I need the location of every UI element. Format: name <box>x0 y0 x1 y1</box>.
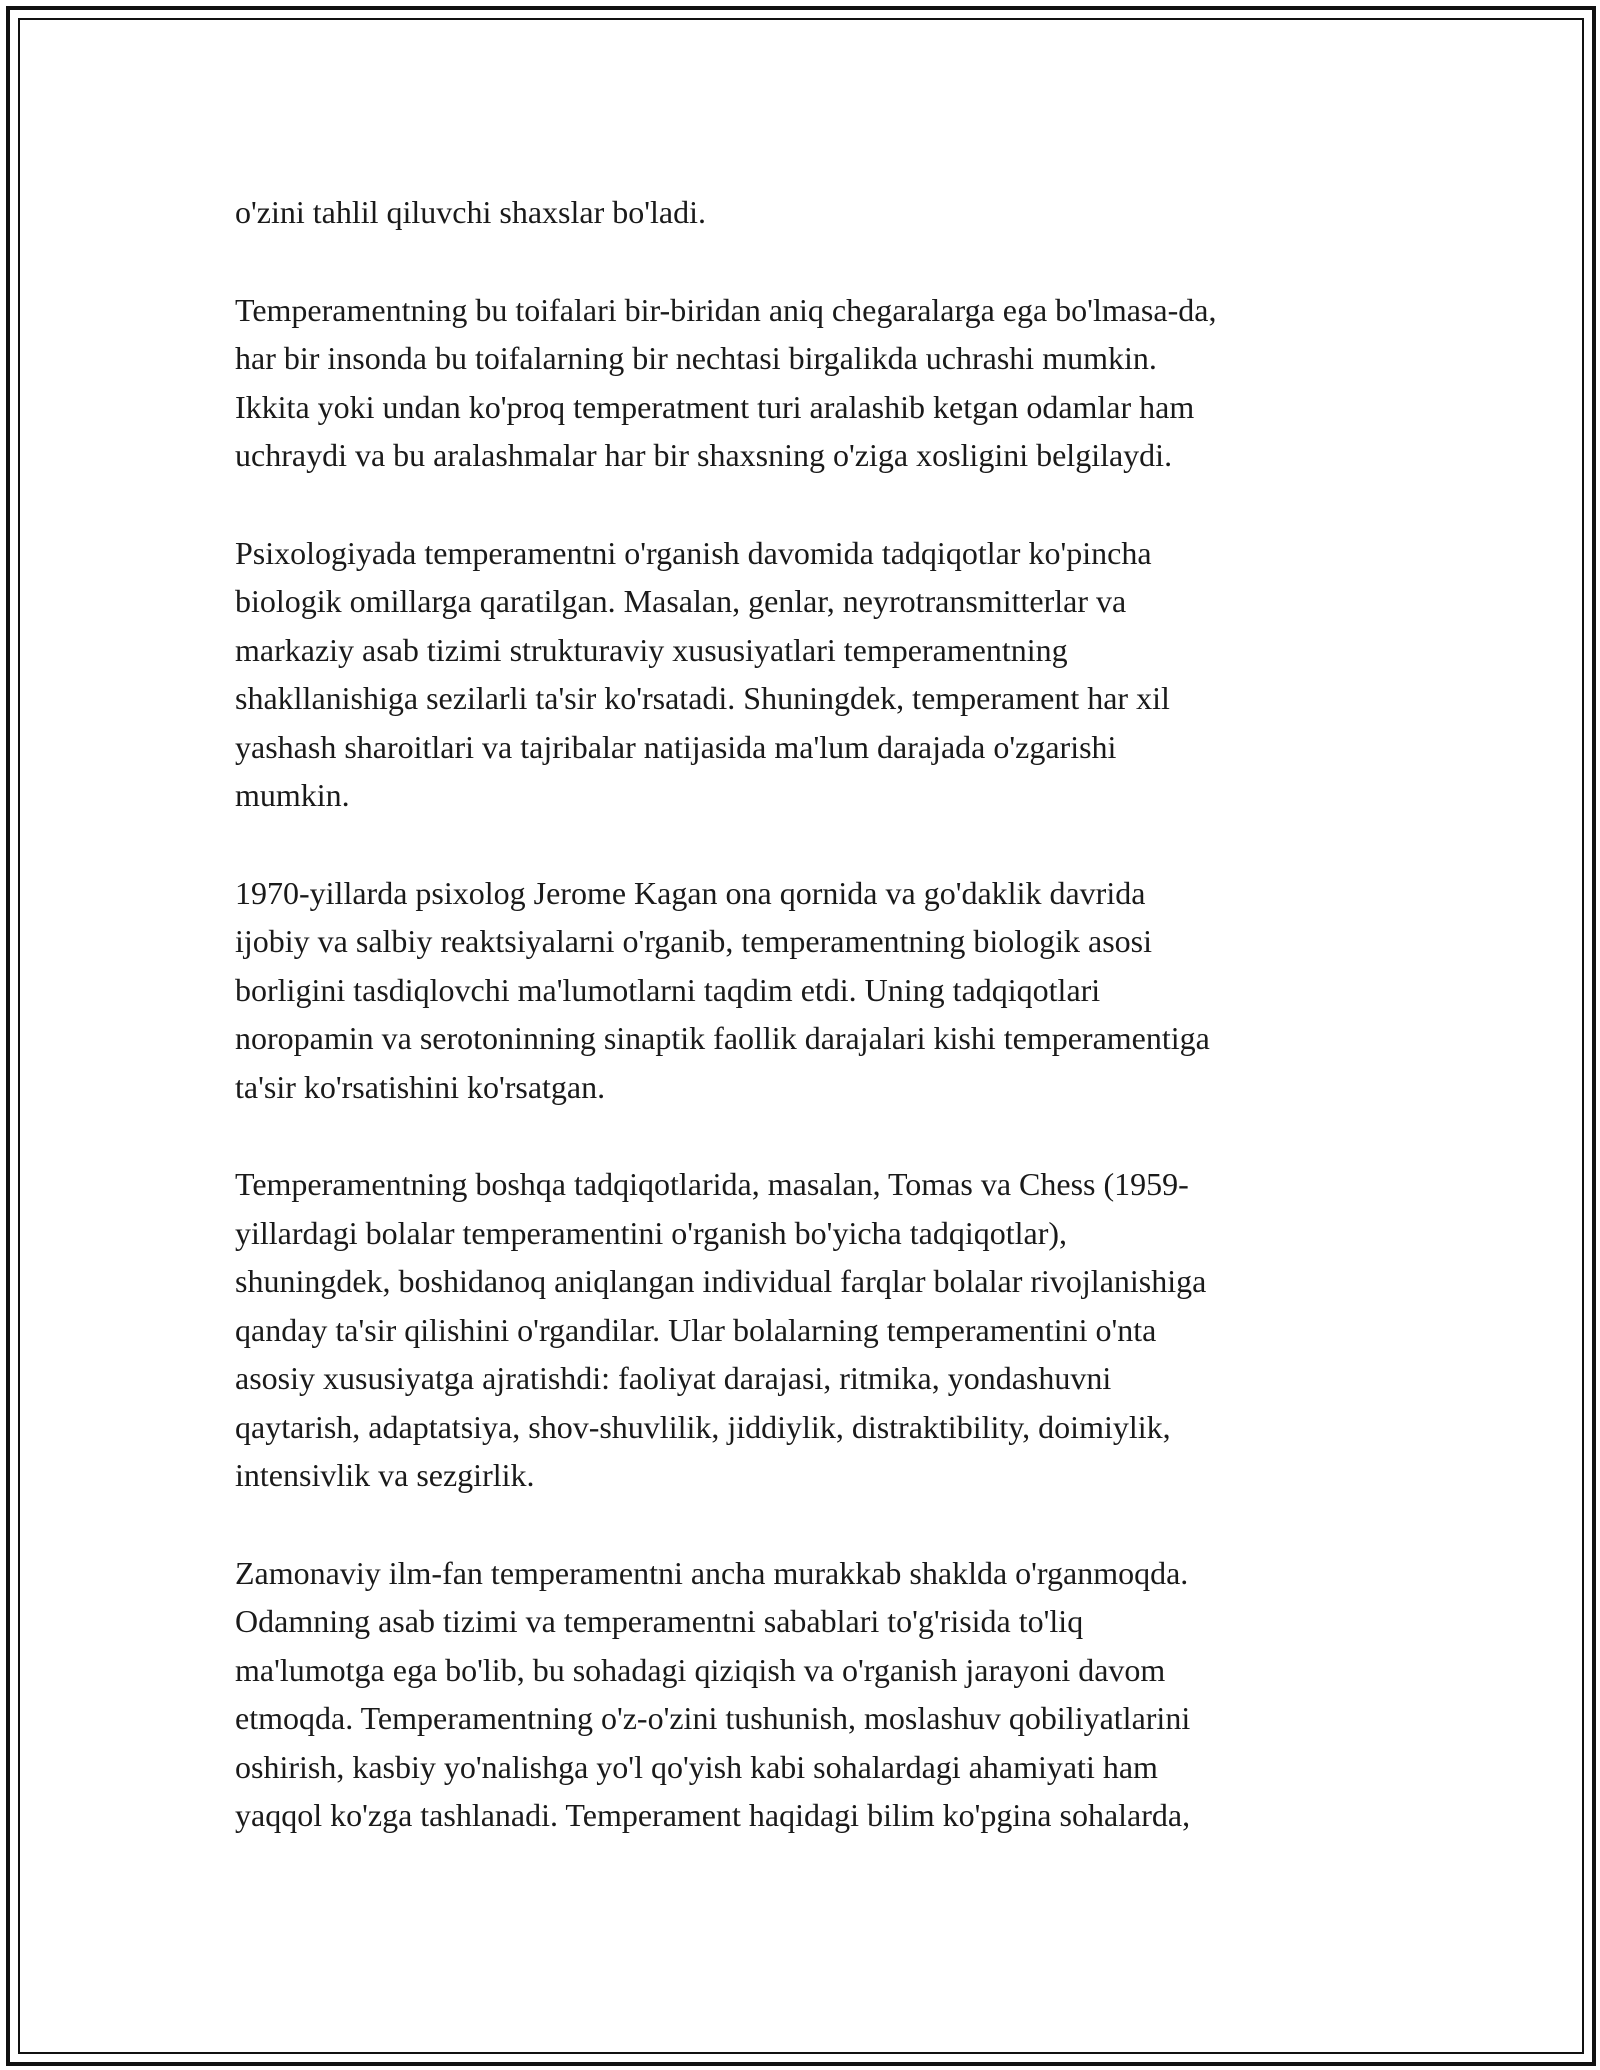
paragraph: Temperamentning bu toifalari bir-biridan aniq chegaralarga ega bo'lmasa-da, har bir insonda bu toifalarning bir nechtasi birgalikda uchrashi mumkin. Ikkita yoki undan ko'proq temperatment turi aralashib ketgan odamlar ham uchraydi va bu aralashmalar har bir shaxsning o'ziga xosligini belgilaydi. <box>235 291 1217 473</box>
paragraph: 1970-yillarda psixolog Jerome Kagan ona qornida va go'daklik davrida ijobiy va salbiy reaktsiyalarni o'rganib, temperamentning biologik asosi borligini tasdiqlovchi ma'lumotlarni taqdim etdi. Uning tadqiqotlari noropamin va serotoninning sinaptik faollik darajalari kishi temperamentiga ta'sir ko'rsatishini ko'rsatgan. <box>235 874 1210 1105</box>
paragraph: o'zini tahlil qiluvchi shaxslar bo'ladi. <box>235 194 706 230</box>
paragraph: Psixologiyada temperamentni o'rganish davomida tadqiqotlar ko'pincha biologik omillarga qaratilgan. Masalan, genlar, neyrotransmitterlar va markaziy asab tizimi strukturaviy xususiyatlari temperamentning shakllanishiga sezilarli ta'sir ko'rsatadi. Shuningdek, temperament har xil yashash sharoitlari va tajribalar natijasida ma'lum darajada o'zgarishi mumkin. <box>235 534 1170 813</box>
paragraph: Zamonaviy ilm-fan temperamentni ancha murakkab shaklda o'rganmoqda. Odamning asab tizimi va temperamentni sabablari to'g'risida to'liq ma'lumotga ega bo'lib, bu sohadagi qiziqish va o'rganish jarayoni davom etmoqda. Temperamentning o'z-o'zini tushunish, moslashuv qobiliyatlarini oshirish, kasbiy yo'nalishga yo'l qo'yish kabi sohalardagi ahamiyati ham yaqqol ko'zga tashlanadi. Temperament haqidagi bilim ko'pgina sohalarda, <box>235 1554 1191 1833</box>
paragraph: Temperamentning boshqa tadqiqotlarida, masalan, Tomas va Chess (1959- yillardagi bolalar temperamentini o'rganish bo'yicha tadqiqotlar), shuningdek, boshidanoq aniqlangan individual farqlar bolalar rivojlanishiga qanday ta'sir qilishini o'rgandilar. Ular bolalarning temperamentini o'nta asosiy xususiyatga ajratishdi: faoliyat darajasi, ritmika, yondashuvni qaytarish, adaptatsiya, shov-shuvlilik, jiddiylik, distraktibility, doimiylik, intensivlik va sezgirlik. <box>235 1166 1207 1493</box>
document-body <box>235 188 1385 1889</box>
